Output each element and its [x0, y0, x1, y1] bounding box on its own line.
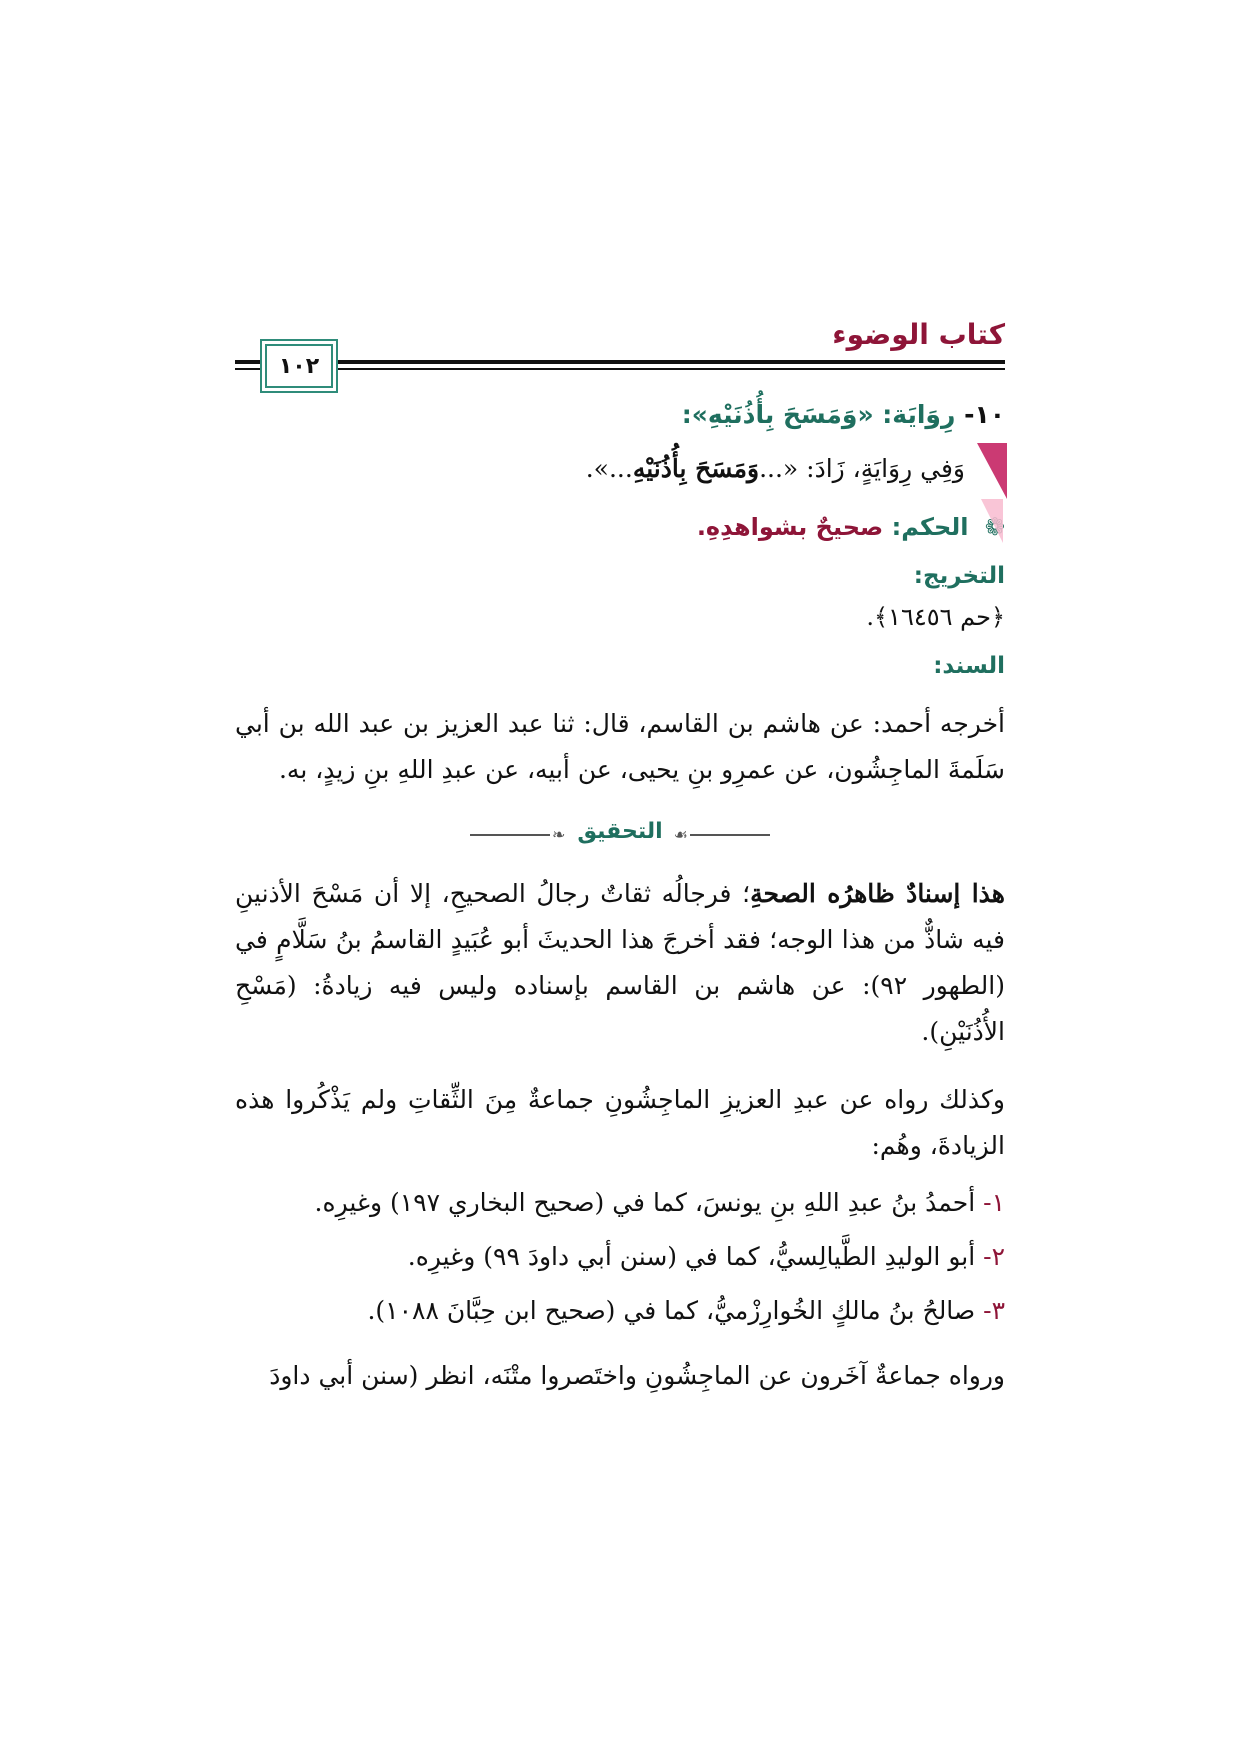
header-rule-thick: [235, 360, 1005, 364]
tahqiq-paragraph-3: ورواه جماعةٌ آخَرون عن الماجِشُونِ واختَصروا متْنَه، انظر (سنن أبي داودَ: [269, 1361, 1005, 1390]
list-item: [235, 1183, 1005, 1223]
corner-ornament-icon: [977, 443, 1007, 499]
sanad-text: أخرجه أحمد: عن هاشم بن القاسم، قال: ثنا عبد العزيز بن عبد الله بن أبي سَلَمةَ الماجِشُون، عن عمرِو بنِ يحيى، عن أبيه، عن عبدِ اللهِ بنِ زيدٍ، به.: [235, 709, 1005, 784]
list-item-number: ٢-: [983, 1242, 1005, 1271]
page-number: ١٠٢: [278, 353, 320, 379]
ornament-right-icon: ☙: [673, 825, 688, 844]
list-item-number: ٣-: [983, 1296, 1005, 1325]
takhrij-heading: التخريج:: [913, 563, 1005, 589]
section-title: [235, 400, 1005, 429]
header-rule-thin: [235, 368, 1005, 370]
narration-prefix: وَفِي رِوَايَةٍ، زَادَ: «...: [759, 454, 965, 483]
list-item-text: أحمدُ بنُ عبدِ اللهِ بنِ يونسَ، كما في (صحيح البخاري ١٩٧) وغيرِه.: [314, 1188, 976, 1217]
list-item-text: أبو الوليدِ الطَّيالِسيُّ، كما في (سنن أبي داودَ ٩٩) وغيرِه.: [407, 1242, 976, 1271]
tahqiq-divider: [470, 819, 770, 849]
ornament-left-icon: ❧: [552, 825, 566, 844]
divider-line-left: [470, 834, 550, 836]
section-title-text: رِوَايَة: «وَمَسَحَ بِأُذُنَيْهِ»:: [681, 400, 956, 429]
ruling-label: الحكم:: [891, 513, 969, 541]
list-item-number: ١-: [983, 1188, 1005, 1217]
page-header: [235, 310, 1005, 380]
sanad-heading: السند:: [933, 653, 1005, 679]
page: [235, 310, 1005, 1399]
narrators-list: [235, 1183, 1005, 1331]
page-number-frame: [265, 344, 333, 388]
tahqiq-paragraph-1: [235, 871, 1005, 1055]
book-title: كتاب الوضوء: [832, 318, 1005, 351]
tahqiq-p1-rest: ؛ فرجالُه ثقاتٌ رجالُ الصحيحِ، إلا أن مَسْحَ الأذنينِ فيه شاذٌّ من هذا الوجه؛ فقد أخرجَ هذا الحديثَ أبو عُبَيدٍ القاسمُ بنُ سَلَّامٍ في (الطهور ٩٢): عن هاشم بن القاسم بإسناده وليس فيه زيادةُ: (مَسْحِ الأُذُنَيْنِ).: [235, 879, 1005, 1046]
flower-icon: ❁: [984, 513, 1005, 541]
list-item-text: صالحُ بنُ مالكٍ الخُوارِزْميُّ، كما في (صحيح ابن حِبَّانَ ١٠٨٨).: [367, 1296, 976, 1325]
list-item: [235, 1291, 1005, 1331]
narration-bold: وَمَسَحَ بِأُذُنَيْهِ: [632, 454, 760, 483]
list-item: [235, 1237, 1005, 1277]
header-rules: [235, 360, 1005, 372]
ruling-value: صحيحٌ بشواهدِهِ.: [696, 513, 884, 541]
tahqiq-bold-lead: هذا إسنادٌ ظاهرُه الصحةِ: [750, 879, 1005, 908]
narration-text: [235, 447, 1005, 491]
section-number: ١٠-: [964, 400, 1005, 429]
tahqiq-heading: التحقيق: [577, 819, 663, 844]
takhrij-ref: ﴿حم ١٦٤٥٦﴾.: [866, 603, 1005, 631]
narration-suffix: ...».: [585, 454, 633, 483]
tahqiq-paragraph-2: وكذلك رواه عن عبدِ العزيزِ الماجِشُونِ جماعةٌ مِنَ الثِّقاتِ ولم يَذْكُروا هذه الزيادةَ، وهُم:: [235, 1085, 1005, 1160]
divider-line-right: [690, 834, 770, 836]
ruling: [235, 513, 1005, 541]
